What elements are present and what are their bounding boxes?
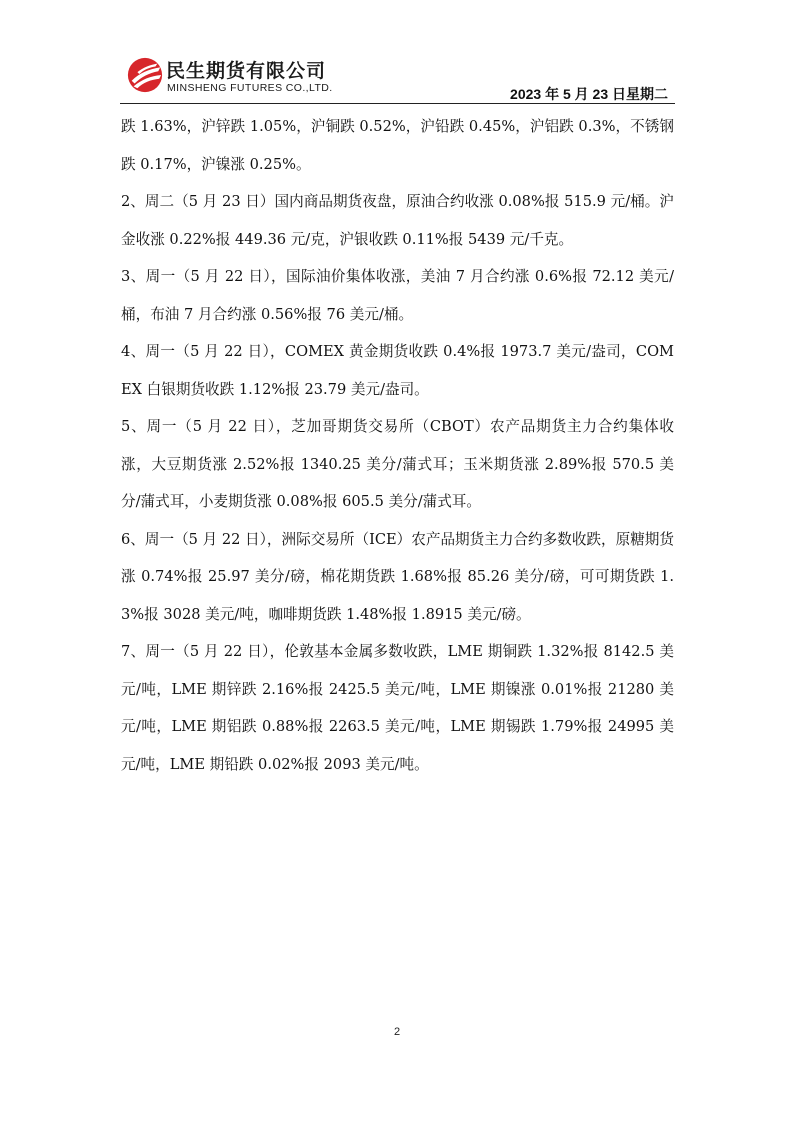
paragraph-6: 6、周一（5 月 22 日），洲际交易所（ICE）农产品期货主力合约多数收跌，原糖期货涨 0.74%报 25.97 美分/磅，棉花期货跌 1.68%报 85.26 美分/磅，可可期货跌 1.3%报 3028 美元/吨，咖啡期货跌 1.48%报 1.8915 美元/磅。 (121, 530, 674, 623)
page-number: 2 (393, 1026, 401, 1038)
paragraph-2: 2、周二（5 月 23 日）国内商品期货夜盘，原油合约收涨 0.08%报 515.9 元/桶。沪金收涨 0.22%报 449.36 元/克，沪银收跌 0.11%报 5439 元/千克。 (121, 193, 674, 248)
report-date: 2023 年 5 月 23 日星期二 (510, 86, 668, 102)
header-divider (120, 103, 675, 104)
paragraph-3: 3、周一（5 月 22 日），国际油价集体收涨，美油 7 月合约涨 0.6%报 72.12 美元/桶，布油 7 月合约涨 0.56%报 76 美元/桶。 (121, 268, 674, 323)
company-logo (126, 54, 366, 100)
page-header (0, 0, 794, 110)
paragraph-1: 跌 1.63%，沪锌跌 1.05%，沪铜跌 0.52%，沪铅跌 0.45%，沪铝跌 0.3%，不锈钢跌 0.17%，沪镍涨 0.25%。 (121, 118, 674, 173)
paragraph-5: 5、周一（5 月 22 日），芝加哥期货交易所（CBOT）农产品期货主力合约集体收涨，大豆期货涨 2.52%报 1340.25 美分/蒲式耳；玉米期货涨 2.89%报 570.5 美分/蒲式耳，小麦期货涨 0.08%报 605.5 美分/蒲式耳。 (121, 418, 674, 510)
document-body (121, 108, 674, 783)
paragraph-7: 7、周一（5 月 22 日），伦敦基本金属多数收跌，LME 期铜跌 1.32%报 8142.5 美元/吨，LME 期锌跌 2.16%报 2425.5 美元/吨，LME 期镍涨 0.01%报 21280 美元/吨，LME 期铝跌 0.88%报 2263.5 美元/吨，LME 期锡跌 1.79%报 24995 美元/吨，LME 期铅跌 0.02%报 2093 美元/吨。 (121, 643, 674, 773)
paragraph-4: 4、周一（5 月 22 日），COMEX 黄金期货收跌 0.4%报 1973.7 美元/盎司，COMEX 白银期货收跌 1.12%报 23.79 美元/盎司。 (121, 343, 674, 398)
company-name-en: MINSHENG FUTURES CO.,LTD. (167, 82, 333, 94)
minsheng-logo-icon (126, 56, 164, 94)
company-name-cn: 民生期货有限公司 (166, 60, 327, 82)
